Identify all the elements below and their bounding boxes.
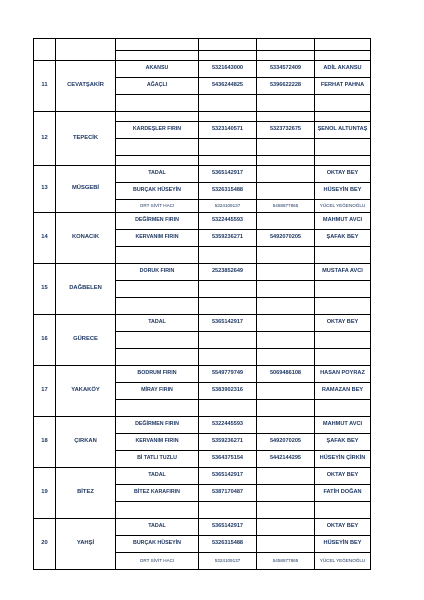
- contact-cell: ŞAFAK BEY: [315, 434, 371, 451]
- bakery-cell: BURÇAK HÜSEYİN: [116, 183, 199, 200]
- village-cell: KONACIK: [56, 213, 116, 264]
- contact-cell: OKTAY BEY: [315, 519, 371, 536]
- contact-cell: [315, 400, 371, 417]
- phone-alt-cell: 5492070205: [257, 230, 315, 247]
- phone-alt-cell: [257, 156, 315, 166]
- phone-cell: [199, 112, 257, 122]
- phone-cell: 5365142917: [199, 519, 257, 536]
- phone-alt-cell: [257, 400, 315, 417]
- contact-cell: HÜSEYİN BEY: [315, 536, 371, 553]
- phone-alt-cell: [257, 536, 315, 553]
- bakery-cell: [116, 502, 199, 519]
- phone-alt-cell: 5334572409: [257, 61, 315, 78]
- row-number-cell: 16: [34, 315, 56, 366]
- table-row: [34, 366, 371, 383]
- phone-cell: [199, 400, 257, 417]
- phone-cell: 5324109137: [199, 553, 257, 570]
- phone-cell: [199, 156, 257, 166]
- village-cell: MÜSGEBİ: [56, 166, 116, 213]
- contact-cell: [315, 502, 371, 519]
- bakery-cell: [116, 139, 199, 156]
- bakery-cell: MİRAY FIRIN: [116, 383, 199, 400]
- phone-alt-cell: [257, 183, 315, 200]
- phone-alt-cell: [257, 51, 315, 61]
- contact-cell: HASAN POYRAZ: [315, 366, 371, 383]
- phone-cell: 5364375154: [199, 451, 257, 468]
- contact-cell: YÜCEL YEĞENOĞLU: [315, 553, 371, 570]
- row-number-cell: 12: [34, 112, 56, 166]
- row-number-cell: [34, 39, 56, 61]
- bakery-cell: [116, 95, 199, 112]
- phone-cell: 5365142917: [199, 315, 257, 332]
- phone-alt-cell: [257, 417, 315, 434]
- phone-cell: 5365142917: [199, 166, 257, 183]
- bakery-cell: KERVANIM FIRIN: [116, 230, 199, 247]
- phone-cell: 5436244825: [199, 78, 257, 95]
- bakery-cell: [116, 112, 199, 122]
- phone-cell: [199, 349, 257, 366]
- bakery-cell: [116, 332, 199, 349]
- table-body: [34, 39, 371, 570]
- phone-alt-cell: [257, 349, 315, 366]
- phone-alt-cell: [257, 264, 315, 281]
- phone-cell: 5383902316: [199, 383, 257, 400]
- phone-cell: [199, 332, 257, 349]
- table-row: [34, 519, 371, 536]
- contact-cell: [315, 349, 371, 366]
- table-row: [34, 112, 371, 122]
- phone-cell: 5321643000: [199, 61, 257, 78]
- phone-cell: [199, 39, 257, 51]
- phone-cell: 5387170487: [199, 485, 257, 502]
- bakery-cell: ORT SİVİT HACI: [116, 553, 199, 570]
- row-number-cell: 15: [34, 264, 56, 315]
- table-row: [34, 468, 371, 485]
- contact-cell: HÜSEYİN BEY: [315, 183, 371, 200]
- phone-alt-cell: [257, 519, 315, 536]
- contact-cell: [315, 95, 371, 112]
- table-row: [34, 213, 371, 230]
- contact-cell: [315, 156, 371, 166]
- phone-alt-cell: [257, 485, 315, 502]
- contact-cell: [315, 332, 371, 349]
- contact-cell: [315, 298, 371, 315]
- contact-cell: HÜSEYİN ÇİRKİN: [315, 451, 371, 468]
- row-number-cell: 20: [34, 519, 56, 570]
- contact-cell: OKTAY BEY: [315, 315, 371, 332]
- phone-cell: 5359236271: [199, 230, 257, 247]
- bakery-cell: BODRUM FIRIN: [116, 366, 199, 383]
- bakery-cell: AĞAÇLI: [116, 78, 199, 95]
- contact-cell: MAHMUT AVCI: [315, 417, 371, 434]
- row-number-cell: 13: [34, 166, 56, 213]
- bakery-cell: AKANSU: [116, 61, 199, 78]
- bakery-cell: ORT SİVİT HACI: [116, 200, 199, 213]
- bakery-cell: TADAL: [116, 519, 199, 536]
- contact-cell: YÜCEL YEĞENOĞLU: [315, 200, 371, 213]
- bakery-cell: TADAL: [116, 468, 199, 485]
- phone-alt-cell: [257, 39, 315, 51]
- village-cell: ÇIRKAN: [56, 417, 116, 468]
- phone-alt-cell: [257, 383, 315, 400]
- contact-cell: FERHAT PAHNA: [315, 78, 371, 95]
- table-row: [34, 166, 371, 183]
- phone-alt-cell: [257, 502, 315, 519]
- bakery-cell: KERVANIM FIRIN: [116, 434, 199, 451]
- bakery-cell: DEĞİRMEN FIRIN: [116, 213, 199, 230]
- row-number-cell: 17: [34, 366, 56, 417]
- phone-alt-cell: [257, 166, 315, 183]
- table-row: [34, 264, 371, 281]
- phone-alt-cell: [257, 95, 315, 112]
- contact-cell: MAHMUT AVCI: [315, 213, 371, 230]
- bakery-cell: [116, 156, 199, 166]
- bakery-cell: BURÇAK HÜSEYİN: [116, 536, 199, 553]
- phone-cell: [199, 51, 257, 61]
- table-row: [34, 61, 371, 78]
- phone-alt-cell: [257, 468, 315, 485]
- contact-cell: [315, 247, 371, 264]
- village-cell: TEPECİK: [56, 112, 116, 166]
- contact-cell: MUSTAFA AVCI: [315, 264, 371, 281]
- bakery-cell: [116, 298, 199, 315]
- phone-alt-cell: [257, 332, 315, 349]
- bakery-cell: [116, 39, 199, 51]
- bakery-cell: [116, 281, 199, 298]
- contact-cell: FATİH DOĞAN: [315, 485, 371, 502]
- phone-alt-cell: 5458877865: [257, 553, 315, 570]
- contact-cell: [315, 112, 371, 122]
- contact-cell: [315, 39, 371, 51]
- phone-alt-cell: [257, 281, 315, 298]
- bakery-cell: [116, 51, 199, 61]
- phone-cell: [199, 281, 257, 298]
- bakery-cell: [116, 400, 199, 417]
- phone-cell: 5549779749: [199, 366, 257, 383]
- village-cell: YAHŞİ: [56, 519, 116, 570]
- contact-cell: RAMAZAN BEY: [315, 383, 371, 400]
- village-cell: DAĞBELEN: [56, 264, 116, 315]
- phone-cell: 5326315488: [199, 536, 257, 553]
- phone-alt-cell: 5492070205: [257, 434, 315, 451]
- phone-cell: 5323140571: [199, 122, 257, 139]
- village-cell: [56, 39, 116, 61]
- bakery-cell: BİTEZ KARAFIRIN: [116, 485, 199, 502]
- row-number-cell: 11: [34, 61, 56, 112]
- table-row: [34, 39, 371, 51]
- phone-cell: 5326315488: [199, 183, 257, 200]
- table-row: [34, 417, 371, 434]
- bakery-cell: DEĞİRMEN FIRIN: [116, 417, 199, 434]
- village-cell: YAKAKÖY: [56, 366, 116, 417]
- contact-cell: [315, 139, 371, 156]
- phone-cell: 2523852649: [199, 264, 257, 281]
- phone-alt-cell: 5442144295: [257, 451, 315, 468]
- phone-alt-cell: [257, 112, 315, 122]
- phone-alt-cell: 5323732675: [257, 122, 315, 139]
- contact-cell: ADİL AKANSU: [315, 61, 371, 78]
- contact-cell: ŞAFAK BEY: [315, 230, 371, 247]
- village-cell: BİTEZ: [56, 468, 116, 519]
- phone-cell: [199, 247, 257, 264]
- bakery-cell: Bİ TATLI TUZLU: [116, 451, 199, 468]
- phone-alt-cell: [257, 247, 315, 264]
- phone-cell: 5324109137: [199, 200, 257, 213]
- row-number-cell: 18: [34, 417, 56, 468]
- bakery-cell: [116, 247, 199, 264]
- phone-cell: 5322445593: [199, 417, 257, 434]
- phone-alt-cell: 5396622228: [257, 78, 315, 95]
- row-number-cell: 19: [34, 468, 56, 519]
- phone-cell: [199, 139, 257, 156]
- bakery-cell: TADAL: [116, 166, 199, 183]
- phone-alt-cell: [257, 298, 315, 315]
- phone-cell: 5365142917: [199, 468, 257, 485]
- phone-cell: [199, 502, 257, 519]
- village-cell: GÜRECE: [56, 315, 116, 366]
- bakery-contact-table: [33, 38, 371, 570]
- contact-cell: OKTAY BEY: [315, 166, 371, 183]
- contact-cell: [315, 281, 371, 298]
- table-row: [34, 315, 371, 332]
- bakery-cell: [116, 349, 199, 366]
- bakery-cell: TADAL: [116, 315, 199, 332]
- phone-cell: [199, 298, 257, 315]
- phone-cell: 5322445593: [199, 213, 257, 230]
- phone-alt-cell: 5458877865: [257, 200, 315, 213]
- phone-alt-cell: [257, 139, 315, 156]
- row-number-cell: 14: [34, 213, 56, 264]
- contact-cell: ŞENOL ALTUNTAŞ: [315, 122, 371, 139]
- village-cell: CEVATŞAKİR: [56, 61, 116, 112]
- phone-alt-cell: [257, 315, 315, 332]
- contact-cell: OKTAY BEY: [315, 468, 371, 485]
- phone-cell: [199, 95, 257, 112]
- phone-cell: 5359236271: [199, 434, 257, 451]
- phone-alt-cell: 5069486108: [257, 366, 315, 383]
- bakery-cell: DORUK FIRIN: [116, 264, 199, 281]
- phone-alt-cell: [257, 213, 315, 230]
- bakery-cell: KARDEŞLER FIRIN: [116, 122, 199, 139]
- contact-cell: [315, 51, 371, 61]
